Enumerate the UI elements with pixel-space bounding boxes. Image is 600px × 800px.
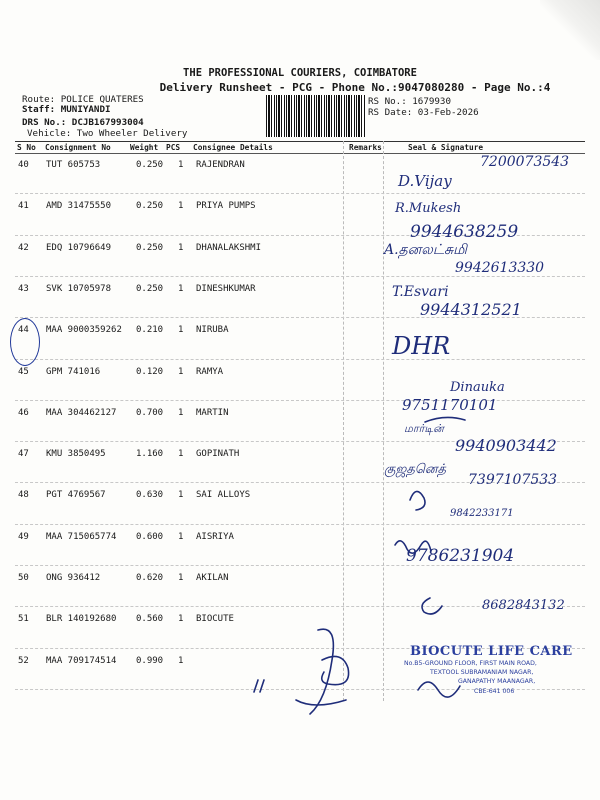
row-consignee: BIOCUTE xyxy=(196,614,234,625)
col-consignee: Consignee Details xyxy=(193,143,273,152)
row-sno: 42 xyxy=(18,242,29,253)
row-sno: 47 xyxy=(18,449,29,460)
route-label: Route: POLICE QUATERES xyxy=(22,94,144,105)
stamp-name: BIOCUTE LIFE CARE xyxy=(410,644,573,659)
row-weight: 0.560 xyxy=(136,614,164,625)
row-weight: 0.250 xyxy=(136,201,164,212)
col-weight: Weight xyxy=(130,143,159,152)
row-pcs: 1 xyxy=(178,614,184,625)
row-sno: 51 xyxy=(18,614,29,625)
col-remarks: Remarks xyxy=(349,143,382,152)
stamp-line: CBE-641 006 xyxy=(474,688,515,695)
row-consignee: AISRIYA xyxy=(196,531,234,542)
row-weight: 0.210 xyxy=(136,325,164,336)
row-sno: 49 xyxy=(18,531,29,542)
runsheet-title: Delivery Runsheet - PCG - Phone No.:9047080280 - Page No.:4 xyxy=(159,81,551,94)
signature-text: DHR xyxy=(392,332,451,360)
signature-text: A.தனலட்சுமி xyxy=(384,242,467,258)
row-sno: 43 xyxy=(18,283,29,294)
signature-text: 9942613330 xyxy=(455,260,545,276)
row-sno: 46 xyxy=(18,407,29,418)
row-weight: 0.630 xyxy=(136,490,164,501)
row-consignment: SVK 10705978 xyxy=(46,283,112,294)
signature-text: 9842233171 xyxy=(450,508,514,519)
company-name: THE PROFESSIONAL COURIERS, COIMBATORE xyxy=(183,67,417,79)
row-sno: 52 xyxy=(18,655,29,666)
row-sno: 44 xyxy=(18,325,29,336)
row-pcs: 1 xyxy=(178,531,184,542)
row-pcs: 1 xyxy=(178,283,184,294)
row-weight: 0.250 xyxy=(136,283,164,294)
row-weight: 0.250 xyxy=(136,160,164,170)
row-consignee: RAMYA xyxy=(196,366,224,377)
signature-text: 9940903442 xyxy=(455,436,557,455)
row-sno: 48 xyxy=(18,490,29,501)
col-seal: Seal & Signature xyxy=(408,143,484,152)
signature-text: R.Mukesh xyxy=(395,201,462,216)
row-consignee: AKILAN xyxy=(196,573,229,583)
row-pcs: 1 xyxy=(178,366,184,377)
row-weight: 1.160 xyxy=(136,449,164,460)
row-consignee: SAI ALLOYS xyxy=(196,490,251,501)
row-pcs: 1 xyxy=(178,573,184,583)
signature-text: 9944312521 xyxy=(420,300,522,319)
rs-date: RS Date: 03-Feb-2026 xyxy=(368,107,479,118)
row-pcs: 1 xyxy=(178,242,184,253)
row-consignment: MAA 304462127 xyxy=(46,407,117,418)
row-consignment: BLR 140192680 xyxy=(46,614,117,625)
row-consignee: NIRUBA xyxy=(196,325,229,336)
row-pcs: 1 xyxy=(178,449,184,460)
signature-text: 8682843132 xyxy=(482,598,565,613)
row-weight: 0.600 xyxy=(136,531,164,542)
row-consignee: RAJENDRAN xyxy=(196,160,245,170)
signature-text: மார்டின் xyxy=(404,422,444,435)
drs-label: DRS No.: DCJB167993004 xyxy=(22,117,144,128)
row-weight: 0.250 xyxy=(136,242,164,253)
row-consignment: KMU 3850495 xyxy=(46,449,106,460)
signature-text: Dinauka xyxy=(450,380,505,395)
company-stamp xyxy=(402,642,580,704)
col-pcs: PCS xyxy=(166,143,181,152)
col-sno: S No xyxy=(17,143,36,152)
signature-text: 9786231904 xyxy=(406,546,515,566)
row-consignment: TUT 605753 xyxy=(46,160,101,170)
row-pcs: 1 xyxy=(178,160,184,170)
row-consignment: ONG 936412 xyxy=(46,573,101,583)
row-consignment: MAA 709174514 xyxy=(46,655,117,666)
row-pcs: 1 xyxy=(178,490,184,501)
row-consignee: GOPINATH xyxy=(196,449,240,460)
row-sno: 41 xyxy=(18,201,29,212)
row-consignment: AMD 31475550 xyxy=(46,201,112,212)
row-consignee: MARTIN xyxy=(196,407,229,418)
signature-text: T.Esvari xyxy=(392,284,449,300)
row-consignment: EDQ 10796649 xyxy=(46,242,112,253)
row-pcs: 1 xyxy=(178,407,184,418)
rs-number: RS No.: 1679930 xyxy=(368,96,451,107)
row-pcs: 1 xyxy=(178,201,184,212)
row-consignee: DHANALAKSHMI xyxy=(196,242,262,253)
row-consignment: GPM 741016 xyxy=(46,366,101,377)
row-weight: 0.120 xyxy=(136,366,164,377)
row-consignee: PRIYA PUMPS xyxy=(196,201,256,212)
stamp-line: No.B5-GROUND FLOOR, FIRST MAIN ROAD, xyxy=(404,660,537,667)
stamp-line: GANAPATHY MAANAGAR, xyxy=(458,678,536,685)
row-sno: 40 xyxy=(18,160,29,170)
signature-text: 7200073543 xyxy=(480,154,570,170)
row-consignment: PGT 4769567 xyxy=(46,490,106,501)
row-weight: 0.700 xyxy=(136,407,164,418)
row-weight: 0.620 xyxy=(136,573,164,583)
row-sno: 50 xyxy=(18,573,29,583)
signature-text: 9751170101 xyxy=(402,396,498,414)
signature-text: 7397107533 xyxy=(468,472,558,488)
staff-label: Staff: MUNIYANDI xyxy=(22,104,111,115)
row-pcs: 1 xyxy=(178,325,184,336)
signature-text: குஜதனெத் xyxy=(384,462,446,477)
vehicle-label: Vehicle: Two Wheeler Delivery xyxy=(27,128,188,139)
signature-text: D.Vijay xyxy=(398,172,452,190)
col-consignment: Consignment No xyxy=(45,143,111,152)
stamp-line: TEXTOOL SUBRAMANIAM NAGAR, xyxy=(430,669,534,676)
signature-text: 9944638259 xyxy=(410,222,519,242)
row-consignment: MAA 9000359262 xyxy=(46,325,122,336)
row-weight: 0.990 xyxy=(136,655,164,666)
row-pcs: 1 xyxy=(178,655,184,666)
row-consignee: DINESHKUMAR xyxy=(196,283,256,294)
row-sno: 45 xyxy=(18,366,29,377)
row-consignment: MAA 715065774 xyxy=(46,531,117,542)
